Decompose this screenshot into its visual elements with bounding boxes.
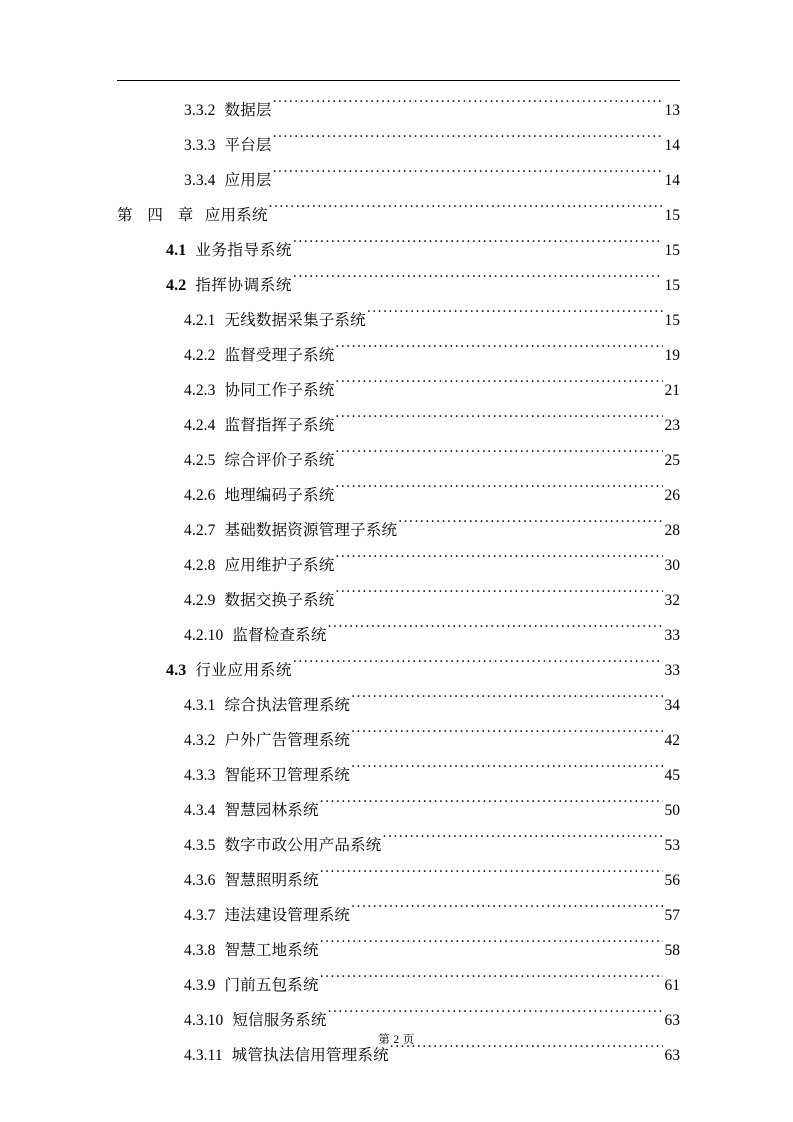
toc-entry-number: 4.2.7 xyxy=(184,522,216,539)
toc-entry-page-number: 30 xyxy=(664,557,680,574)
toc-entry-number: 4.2.4 xyxy=(184,417,216,434)
toc-entry[interactable] xyxy=(117,688,680,723)
toc-entry[interactable] xyxy=(117,933,680,968)
toc-entry[interactable] xyxy=(117,758,680,793)
toc-entry-number: 4.3.8 xyxy=(184,942,216,959)
toc-entry-page-number: 26 xyxy=(664,487,680,504)
toc-entry-page-number: 13 xyxy=(664,102,680,119)
toc-dot-leader xyxy=(351,905,662,921)
toc-dot-leader xyxy=(351,765,662,781)
page-footer: 第 2 页 xyxy=(378,1034,415,1046)
toc-entry[interactable] xyxy=(117,443,680,478)
toc-dot-leader xyxy=(273,135,663,151)
toc-entry-number: 4.3.10 xyxy=(184,1012,224,1029)
toc-entry[interactable] xyxy=(117,513,680,548)
toc-entry[interactable] xyxy=(117,478,680,513)
toc-entry-title: 智能环卫管理系统 xyxy=(224,767,351,784)
toc-entry-title: 数据层 xyxy=(224,102,272,119)
toc-entry-number: 4.3.3 xyxy=(184,767,216,784)
toc-dot-leader xyxy=(398,520,662,536)
toc-entry-page-number: 50 xyxy=(664,802,680,819)
toc-entry-number: 3.3.3 xyxy=(184,137,216,154)
toc-entry-page-number: 28 xyxy=(664,522,680,539)
toc-dot-leader xyxy=(367,310,663,326)
toc-entry-number: 3.3.2 xyxy=(184,102,216,119)
toc-entry-number: 4.1 xyxy=(166,242,187,259)
toc-entry-title: 综合评价子系统 xyxy=(224,452,335,469)
toc-entry-page-number: 63 xyxy=(664,1012,680,1029)
toc-dot-leader xyxy=(320,940,663,956)
toc-entry-page-number: 61 xyxy=(664,977,680,994)
toc-entry-page-number: 15 xyxy=(664,207,680,224)
toc-dot-leader xyxy=(273,170,663,186)
toc-dot-leader xyxy=(269,205,663,221)
toc-entry[interactable] xyxy=(117,968,680,1003)
toc-entry-title: 城管执法信用管理系统 xyxy=(231,1047,389,1064)
toc-dot-leader xyxy=(328,1010,663,1026)
toc-entry[interactable] xyxy=(117,723,680,758)
toc-entry-number: 4.2 xyxy=(166,277,187,294)
toc-entry-page-number: 19 xyxy=(664,347,680,364)
toc-dot-leader xyxy=(320,800,663,816)
toc-entry-page-number: 56 xyxy=(664,872,680,889)
toc-entry-number: 4.2.2 xyxy=(184,347,216,364)
toc-entry[interactable] xyxy=(117,828,680,863)
toc-entry-number: 4.3.7 xyxy=(184,907,216,924)
toc-entry-title: 行业应用系统 xyxy=(195,662,292,679)
toc-entry-page-number: 34 xyxy=(664,697,680,714)
toc-dot-leader xyxy=(335,485,662,501)
toc-entry-title: 监督检查系统 xyxy=(232,627,327,644)
toc-entry-title: 监督受理子系统 xyxy=(224,347,335,364)
toc-entry-page-number: 33 xyxy=(664,662,680,679)
toc-entry-title: 数字市政公用产品系统 xyxy=(224,837,382,854)
toc-entry[interactable] xyxy=(117,583,680,618)
toc-entry-title: 数据交换子系统 xyxy=(224,592,335,609)
toc-entry[interactable] xyxy=(117,793,680,828)
toc-dot-leader xyxy=(335,450,662,466)
toc-entry-page-number: 33 xyxy=(664,627,680,644)
toc-entry-page-number: 21 xyxy=(664,382,680,399)
toc-entry[interactable] xyxy=(117,198,680,233)
toc-entry-page-number: 15 xyxy=(664,312,680,329)
toc-entry-number: 4.3.9 xyxy=(184,977,216,994)
toc-entry-number: 4.2.1 xyxy=(184,312,216,329)
toc-dot-leader xyxy=(351,695,662,711)
toc-entry-page-number: 15 xyxy=(664,242,680,259)
toc-entry[interactable] xyxy=(117,373,680,408)
toc-entry-title: 指挥协调系统 xyxy=(195,277,292,294)
toc-entry-number: 4.3.1 xyxy=(184,697,216,714)
toc-dot-leader xyxy=(328,625,663,641)
toc-entry-page-number: 14 xyxy=(664,137,680,154)
toc-entry[interactable] xyxy=(117,653,680,688)
toc-dot-leader xyxy=(293,275,663,291)
toc-dot-leader xyxy=(383,835,663,851)
toc-entry-title: 基础数据资源管理子系统 xyxy=(224,522,398,539)
toc-entry[interactable] xyxy=(117,863,680,898)
toc-entry-page-number: 25 xyxy=(664,452,680,469)
toc-entry-number: 4.2.9 xyxy=(184,592,216,609)
toc-dot-leader xyxy=(335,345,662,361)
toc-entry-number: 3.3.4 xyxy=(184,172,216,189)
toc-entry[interactable] xyxy=(117,303,680,338)
toc-entry-title: 业务指导系统 xyxy=(195,242,292,259)
toc-dot-leader xyxy=(293,240,663,256)
toc-entry-title: 智慧园林系统 xyxy=(224,802,319,819)
toc-entry-title: 智慧工地系统 xyxy=(224,942,319,959)
toc-entry-title: 平台层 xyxy=(224,137,272,154)
toc-dot-leader xyxy=(335,415,662,431)
toc-entry-title: 监督指挥子系统 xyxy=(224,417,335,434)
toc-entry-page-number: 15 xyxy=(664,277,680,294)
toc-entry-number: 4.2.6 xyxy=(184,487,216,504)
toc-entry-number: 4.2.8 xyxy=(184,557,216,574)
toc-entry-number: 4.3.11 xyxy=(184,1047,223,1064)
toc-dot-leader xyxy=(335,555,662,571)
toc-entry[interactable] xyxy=(117,408,680,443)
toc-entry-title: 短信服务系统 xyxy=(232,1012,327,1029)
toc-entry-title: 综合执法管理系统 xyxy=(224,697,351,714)
toc-dot-leader xyxy=(335,590,662,606)
toc-entry[interactable] xyxy=(117,268,680,303)
table-of-contents xyxy=(117,93,680,1073)
toc-entry-title: 应用层 xyxy=(224,172,272,189)
toc-dot-leader xyxy=(293,660,663,676)
toc-entry-number: 4.3.5 xyxy=(184,837,216,854)
toc-entry-number: 4.3.2 xyxy=(184,732,216,749)
toc-entry-page-number: 45 xyxy=(664,767,680,784)
toc-entry-title: 协同工作子系统 xyxy=(224,382,335,399)
toc-entry-title: 地理编码子系统 xyxy=(224,487,335,504)
toc-entry[interactable] xyxy=(117,618,680,653)
toc-dot-leader xyxy=(320,975,663,991)
toc-entry-page-number: 23 xyxy=(664,417,680,434)
toc-entry-number: 4.2.5 xyxy=(184,452,216,469)
toc-entry-page-number: 32 xyxy=(664,592,680,609)
toc-entry-title: 智慧照明系统 xyxy=(224,872,319,889)
toc-dot-leader xyxy=(273,100,663,116)
toc-entry-title: 应用维护子系统 xyxy=(224,557,335,574)
toc-entry-number: 4.2.3 xyxy=(184,382,216,399)
toc-entry-title: 违法建设管理系统 xyxy=(224,907,351,924)
toc-entry-page-number: 58 xyxy=(664,942,680,959)
toc-entry-number: 第 四 章 xyxy=(117,207,199,224)
toc-entry-number: 4.2.10 xyxy=(184,627,224,644)
toc-entry[interactable] xyxy=(117,548,680,583)
toc-entry-title: 无线数据采集子系统 xyxy=(224,312,366,329)
toc-dot-leader xyxy=(351,730,662,746)
toc-entry-number: 4.3 xyxy=(166,662,187,679)
toc-entry-page-number: 53 xyxy=(664,837,680,854)
toc-entry-page-number: 63 xyxy=(664,1047,680,1064)
toc-entry[interactable] xyxy=(117,338,680,373)
toc-entry-title: 应用系统 xyxy=(204,207,268,224)
toc-entry-page-number: 14 xyxy=(664,172,680,189)
toc-entry-page-number: 42 xyxy=(664,732,680,749)
toc-entry-page-number: 57 xyxy=(664,907,680,924)
toc-entry-number: 4.3.4 xyxy=(184,802,216,819)
toc-entry[interactable] xyxy=(117,163,680,198)
toc-entry-title: 户外广告管理系统 xyxy=(224,732,351,749)
toc-entry-number: 4.3.6 xyxy=(184,872,216,889)
toc-entry[interactable] xyxy=(117,128,680,163)
toc-entry[interactable] xyxy=(117,898,680,933)
toc-dot-leader xyxy=(335,380,662,396)
toc-entry-title: 门前五包系统 xyxy=(224,977,319,994)
toc-entry[interactable] xyxy=(117,93,680,128)
toc-entry[interactable] xyxy=(117,233,680,268)
header-rule-divider xyxy=(117,80,680,81)
toc-dot-leader xyxy=(320,870,663,886)
